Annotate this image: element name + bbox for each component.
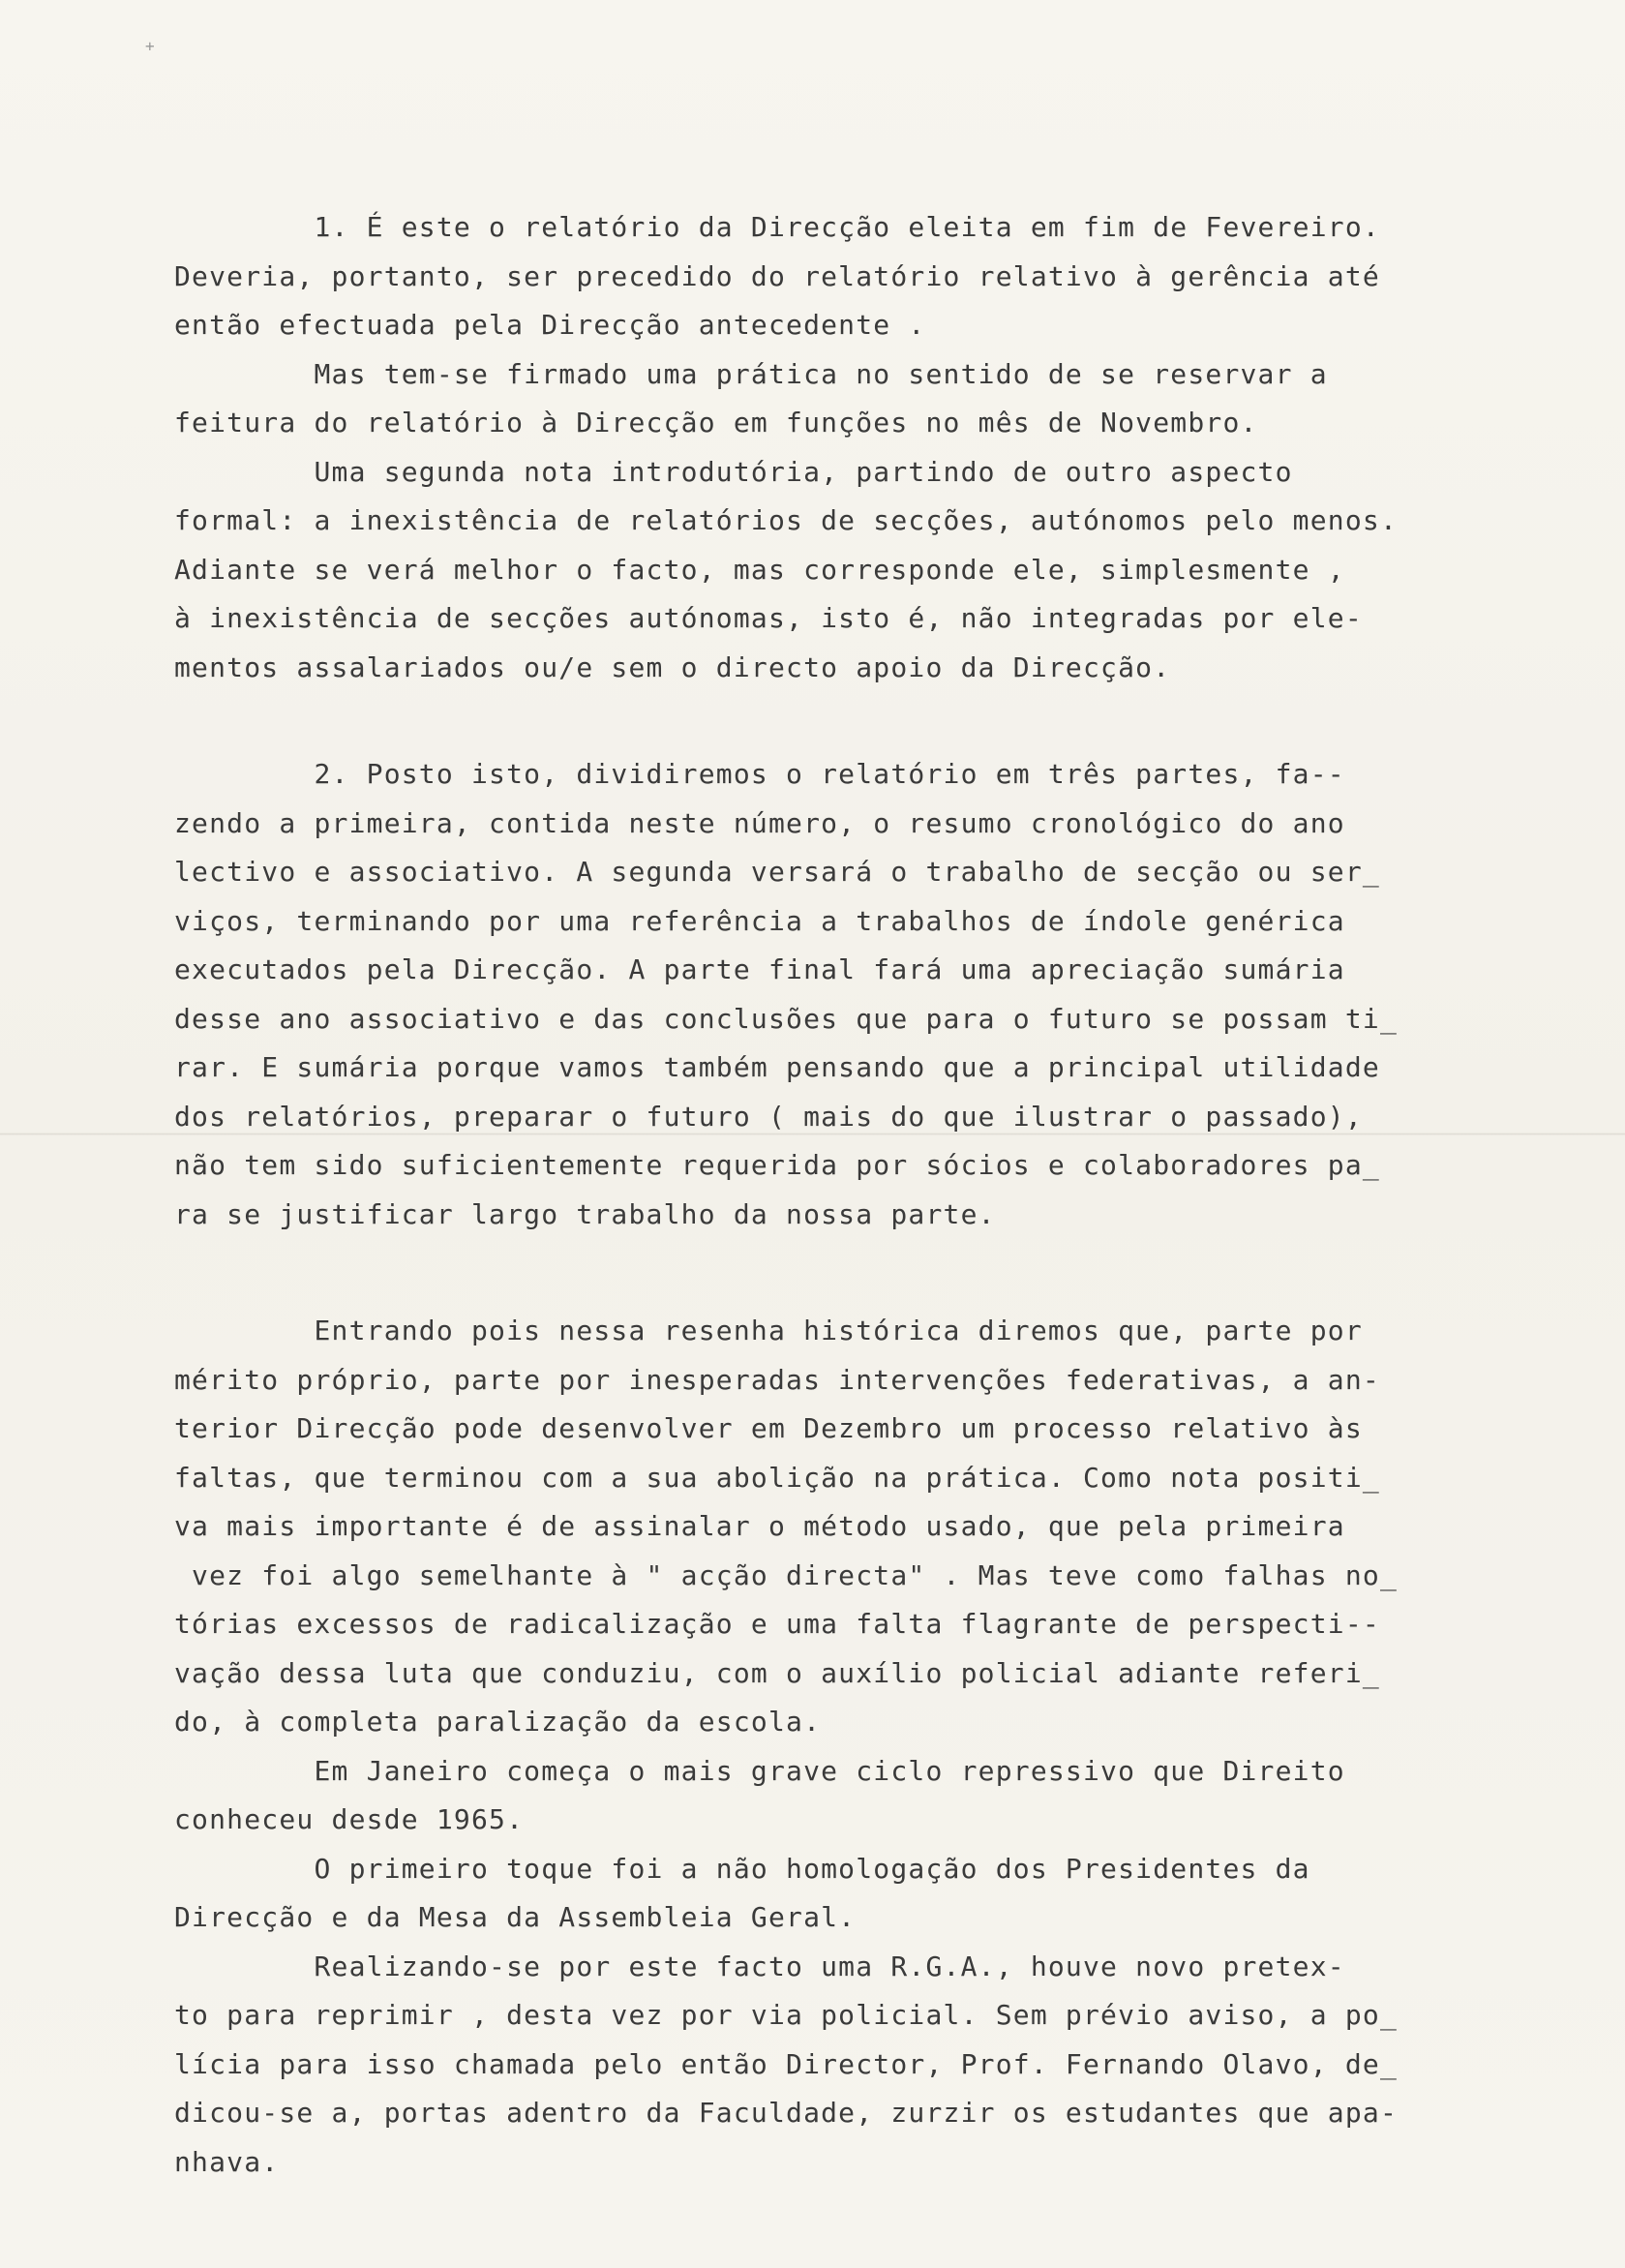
punch-mark: + <box>145 37 155 55</box>
typed-text-body <box>174 203 1549 2187</box>
text-line: va mais importante é de assinalar o método usado, que pela primeira <box>174 1510 1345 1542</box>
text-line: Direcção e da Mesa da Assembleia Geral. <box>174 1901 857 1933</box>
text-line: Mas tem-se firmado uma prática no sentido de se reservar a <box>174 357 1328 390</box>
text-line: faltas, que terminou com a sua abolição na prática. Como nota positi_ <box>174 1461 1380 1494</box>
text-line: vação dessa luta que conduziu, com o auxílio policial adiante referi_ <box>174 1656 1380 1689</box>
text-line: Uma segunda nota introdutória, partindo de outro aspecto <box>174 455 1293 488</box>
text-line: formal: a inexistência de relatórios de secções, autónomos pelo menos. <box>174 504 1399 536</box>
text-line: Adiante se verá melhor o facto, mas corresponde ele, simplesmente , <box>174 553 1345 586</box>
text-line: não tem sido suficientemente requerida por sócios e colaboradores pa_ <box>174 1149 1380 1181</box>
text-line: dos relatórios, preparar o futuro ( mais do que ilustrar o passado), <box>174 1100 1363 1133</box>
text-line: rar. E sumária porque vamos também pensando que a principal utilidade <box>174 1051 1380 1083</box>
text-line: lícia para isso chamada pelo então Director, Prof. Fernando Olavo, de_ <box>174 2047 1399 2080</box>
text-line: do, à completa paralização da escola. <box>174 1706 822 1738</box>
text-line: Em Janeiro começa o mais grave ciclo repressivo que Direito <box>174 1754 1345 1787</box>
text-line: O primeiro toque foi a não homologação dos Presidentes da <box>174 1852 1310 1885</box>
paragraph-gap <box>174 692 1549 750</box>
text-line: mentos assalariados ou/e sem o directo apoio da Direcção. <box>174 650 1171 683</box>
text-line: conheceu desde 1965. <box>174 1803 525 1835</box>
text-line: lectivo e associativo. A segunda versará o trabalho de secção ou ser_ <box>174 856 1380 888</box>
text-line: tórias excessos de radicalização e uma falta flagrante de perspecti-- <box>174 1608 1380 1640</box>
text-line: mérito próprio, parte por inesperadas intervenções federativas, a an- <box>174 1363 1380 1396</box>
text-line: à inexistência de secções autónomas, isto é, não integradas por ele- <box>174 602 1363 634</box>
text-line: ra se justificar largo trabalho da nossa parte. <box>174 1197 996 1230</box>
text-line: to para reprimir , desta vez por via policial. Sem prévio aviso, a po_ <box>174 1999 1399 2031</box>
text-line: dicou-se a, portas adentro da Faculdade, zurzir os estudantes que apa- <box>174 2097 1399 2129</box>
text-line: terior Direcção pode desenvolver em Dezembro um processo relativo às <box>174 1412 1363 1444</box>
text-line: nhava. <box>174 2145 280 2178</box>
text-line: Deveria, portanto, ser precedido do relatório relativo à gerência até <box>174 259 1380 292</box>
text-line: feitura do relatório à Direcção em funções no mês de Novembro. <box>174 407 1258 438</box>
text-line: zendo a primeira, contida neste número, o resumo cronológico do ano <box>174 806 1345 839</box>
text-line: então efectuada pela Direcção antecedente . <box>174 309 926 341</box>
paragraph-gap <box>174 1239 1549 1307</box>
text-line: Realizando-se por este facto uma R.G.A., houve novo pretex- <box>174 1950 1345 1982</box>
text-line: Entrando pois nessa resenha histórica diremos que, parte por <box>174 1315 1363 1346</box>
text-line: 2. Posto isto, dividiremos o relatório em três partes, fa-- <box>174 758 1345 790</box>
text-line: vez foi algo semelhante à " acção directa" . Mas teve como falhas no_ <box>174 1558 1399 1591</box>
text-line: 1. É este o relatório da Direcção eleita em fim de Fevereiro. <box>174 211 1380 243</box>
text-line: executados pela Direcção. A parte final fará uma apreciação sumária <box>174 953 1345 985</box>
text-line: desse ano associativo e das conclusões que para o futuro se possam ti_ <box>174 1002 1399 1035</box>
text-line: viços, terminando por uma referência a trabalhos de índole genérica <box>174 904 1345 937</box>
